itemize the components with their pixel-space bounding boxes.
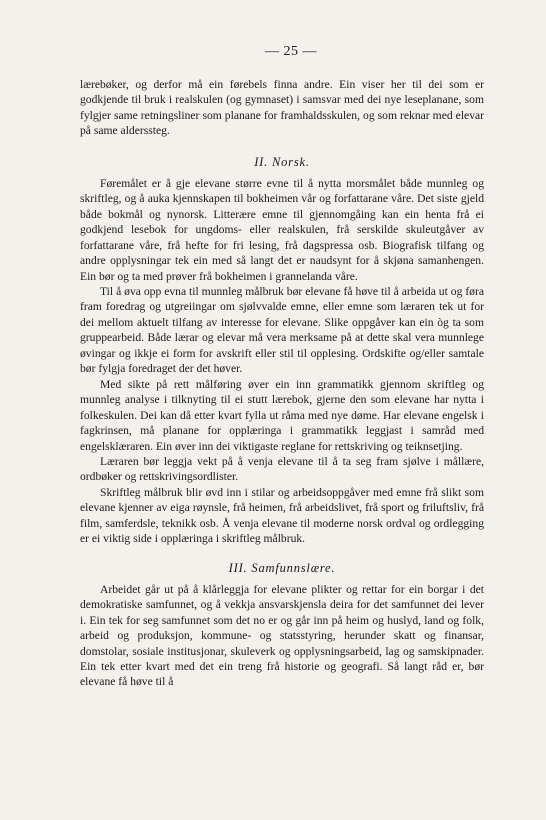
intro-paragraph: lærebøker, og derfor må ein førebels finna andre. Ein viser her til dei som er godkjende til bruk i realskulen (og gymnaset) i samsvar med dei nye leseplanane, som fylgjer same retningsliner som planane for framhaldsskulen, og som reknar med elevar på same alderssteg. bbox=[80, 78, 484, 138]
paragraph: Læraren bør leggja vekt på å venja elevane til å ta seg fram sjølve i mållære, ordbøker og rettskrivingsordlister. bbox=[80, 454, 484, 484]
paragraph: Arbeidet går ut på å klårleggja for elevane plikter og rettar for ein borgar i det demokratiske samfunnet, og å vekkja ansvarskjensla deira for det samfunnet dei lever i. Ein tek for seg samfunnet som det no er og går inn på heim og huslyd, land og folk, arbeid og produksjon, kommune- og statsstyring, herunder skatt og finansar, domstolar, sosiale institusjonar, skuleverk og opplysningsarbeid, lag og samskipnader. Ein tek etter kvart med det ein treng frå historie og geografi. Så langt råd er, bør elevane få høve til å bbox=[80, 582, 484, 689]
section-heading-samfunnslaere: III. Samfunnslære. bbox=[228, 560, 336, 575]
paragraph: Til å øva opp evna til munnleg målbruk bør elevane få høve til å arbeida ut og føra fram foredrag og utgreiingar om sjølvvalde emne, eller emne som læraren tek ut for dei mellom aktuelt tilfang av interesse for elevane. Slike oppgåver kan ein òg ta som gruppearbeid. Både lærar og elevar må vera merksame på at dette skal vera munnlege øvingar og ikkje ei form for avskrift eller stil til opplesing. Ordskifte og/eller samtale bør fylgja foredraget der det høver. bbox=[80, 284, 484, 376]
paragraph: Skriftleg målbruk blir øvd inn i stilar og arbeidsoppgåver med emne frå slikt som elevane kjenner av eiga røynsle, frå heimen, frå arbeidslivet, frå sport og friluftsliv, frå film, samferdsle, teknikk osb. Å venja elevane til moderne norsk ordval og ordlegging er ei viktig side i opplæringa i skriftleg målbruk. bbox=[80, 485, 484, 546]
paragraph: Med sikte på rett målføring øver ein inn grammatikk gjennom skriftleg og munnleg analyse i tilknyting til ei stutt lærebok, gjerne den som elevane har nytta i folkeskulen. Dei kan då etter kvart fylla ut råma med nye døme. Har elevane engelsk i fagkrinsen, må planane for opplæringa i grammatikk leggjast i samråd med engelsklæraren. Ein øver inn dei viktigaste reglane for rettskriving og teiknsetjing. bbox=[80, 377, 484, 453]
paragraph: Føremålet er å gje elevane større evne til å nytta morsmålet både munnleg og skriftleg, og å auka kjennskapen til bokheimen vår og forfattarane våre. Det siste gjeld både bokmål og nynorsk. Litterære emne til gjennomgåing kan ein henta frå ei godkjend lesebok for ungdoms- eller realskulen, frå serskilde skuleutgåver av forfattarane våre, frå hefte for fri lesing, frå dagspressa osb. Biografisk tilfang og andre opplysningar tek ein med så langt det er naudsynt for å skjøna samanhengen. Ein bør og ta med prøver frå bokheimen i grannelanda våre. bbox=[80, 176, 484, 283]
page-number: — 25 — bbox=[265, 44, 317, 59]
section-heading-norsk: II. Norsk. bbox=[254, 154, 310, 169]
